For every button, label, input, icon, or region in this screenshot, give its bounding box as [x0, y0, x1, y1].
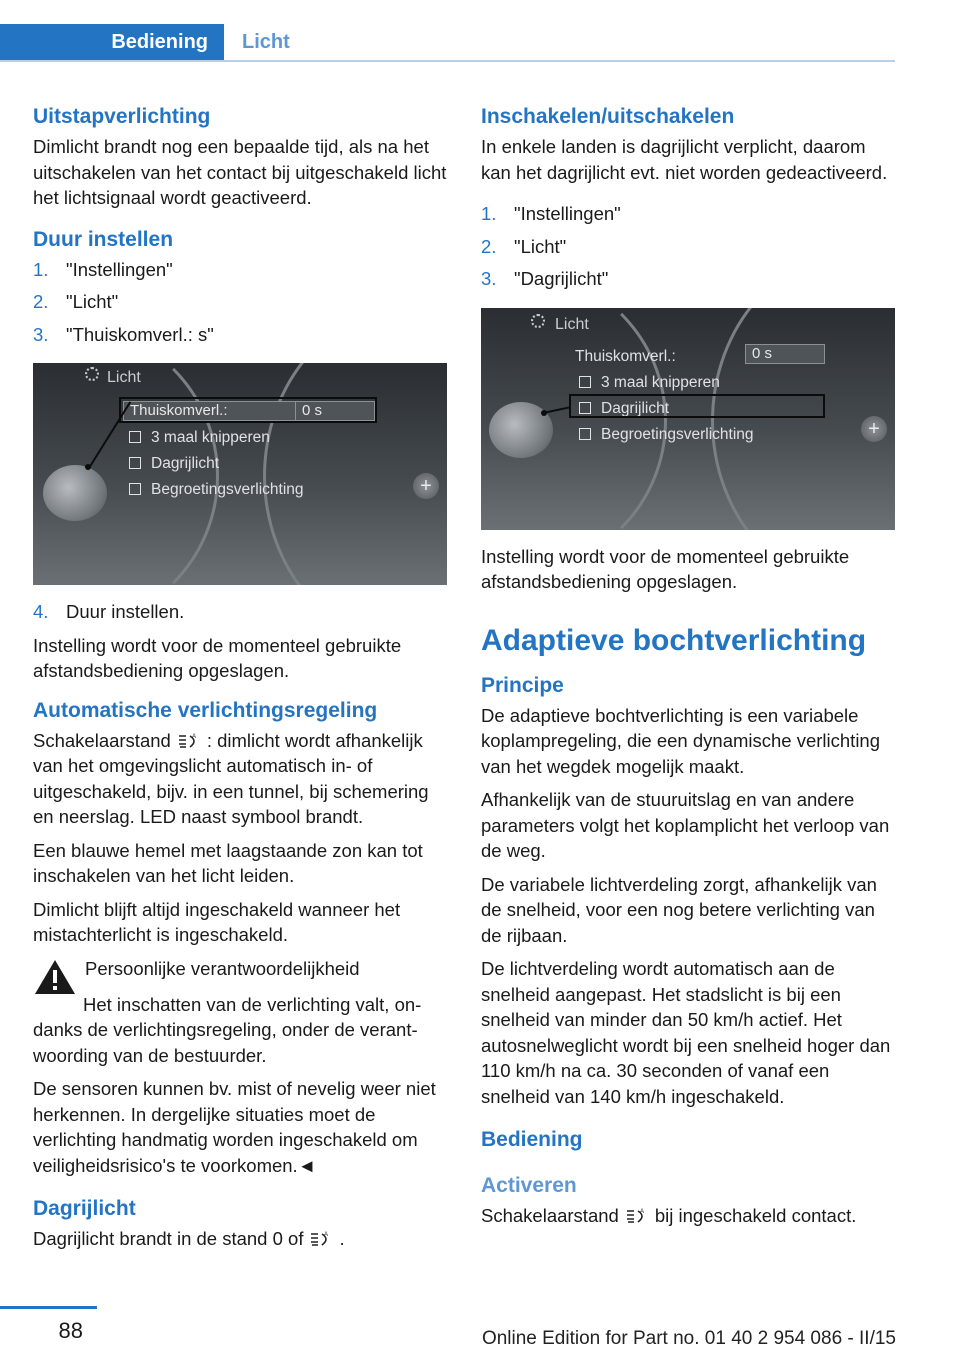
section-title-inschakelen-uitschakelen: Inschakelen/uitschakelen: [481, 105, 735, 128]
warning-block: [33, 956, 449, 996]
section-title-duur-instellen: Duur instellen: [33, 227, 174, 251]
field-label: Thuiskomverl.:: [575, 347, 676, 365]
subsection-title-activeren: Activeren: [481, 1174, 577, 1197]
checkbox-icon: [129, 431, 141, 443]
pointer-dot: [541, 410, 547, 416]
paragraph: Afhankelijk van de stuuruitslag en van andere parameters volgt het koplamplicht het verloop van de weg.: [481, 789, 890, 861]
warning-text: Het inschatten van de verlichting valt, ondanks de verlichtingsregeling, onder de verantwoording van de bestuurder.: [33, 993, 422, 1066]
checkbox-icon: [129, 457, 141, 469]
step-number: 1.: [481, 203, 497, 224]
screen-title: Licht: [107, 369, 141, 386]
paragraph: [33, 1226, 449, 1252]
step-list: [33, 599, 449, 625]
text: Schakelaarstand: [481, 1205, 619, 1226]
step-number: 3.: [481, 268, 497, 289]
paragraph: In enkele landen is dagrijlicht verplicht, daarom kan het dagrijlicht evt. niet worden gedeactiveerd.: [481, 136, 888, 183]
checkbox-icon: [579, 376, 591, 388]
paragraph: [481, 1203, 897, 1229]
controller-knob-icon: [43, 465, 107, 521]
step-list: [33, 257, 449, 348]
light-switch-auto-icon: [625, 1207, 649, 1225]
step-text: "Licht": [66, 291, 119, 312]
left-column: [33, 104, 449, 1260]
step-number: 3.: [33, 323, 49, 345]
highlight-frame: [119, 397, 377, 423]
warning-triangle-icon: [33, 958, 77, 996]
field-label: Thuiskomverl.:: [130, 402, 228, 419]
paragraph: [33, 728, 449, 830]
menu-item: 3 maal knipperen: [601, 373, 720, 391]
svg-text:A: A: [324, 1232, 329, 1238]
warning-title: Persoonlijke verantwoordelijkheid: [85, 957, 360, 979]
section-title-principe: Principe: [481, 673, 564, 697]
warning-text: De sensoren kunnen bv. mist of nevelig weer niet herkennen. In dergelijke situaties moet de verlichting handmatig worden ingeschakeld om veiligheidsrisico's te voorkomen.◄: [33, 1078, 436, 1176]
svg-text:A: A: [191, 733, 196, 740]
section-title-bediening: Bediening: [481, 1128, 583, 1151]
highlight-frame: [569, 394, 825, 418]
paragraph: Dimlicht blijft altijd ingeschakeld wanneer het mistachterlicht is ingeschakeld.: [33, 898, 401, 945]
checkbox-icon: [579, 428, 591, 440]
step-number: 2.: [481, 235, 497, 257]
text: Schakelaarstand: [33, 729, 171, 751]
step-number: 1.: [33, 258, 49, 280]
paragraph: De variabele lichtverdeling zorgt, afhankelijk van de snelheid, voor een nog betere verlichting van de rijbaan.: [481, 873, 877, 946]
tab-licht[interactable]: Licht: [242, 31, 290, 53]
paragraph: Dimlicht brandt nog een bepaalde tijd, als na het uitschakelen van het contact bij uitgeschakeld licht het lichtsignaal wordt geactiveerd.: [33, 136, 447, 208]
section-title-uitstapverlichting: Uitstapverlichting: [33, 105, 211, 128]
footer-divider: [0, 1306, 97, 1309]
list-item: [481, 201, 897, 227]
step-number: 4.: [33, 601, 49, 622]
list-item: [33, 322, 449, 348]
step-text: "Instellingen": [514, 203, 621, 224]
step-text: "Thuiskomverl.: s": [66, 323, 214, 345]
step-text: "Dagrijlicht": [514, 268, 609, 289]
list-item: [481, 266, 897, 292]
screen-title: Licht: [555, 315, 589, 333]
field-value: 0 s: [302, 402, 323, 419]
pointer-dot: [85, 464, 91, 470]
text: bij ingeschakeld contact.: [654, 1205, 857, 1226]
step-list: [481, 201, 897, 292]
text: Dagrijlicht brandt in de stand 0 of: [33, 1228, 304, 1249]
paragraph: Een blauwe hemel met laagstaande zon kan tot inschakelen van het licht leiden.: [33, 839, 423, 886]
step-text: "Instellingen": [66, 258, 173, 280]
list-item: [33, 599, 449, 625]
text: : dimlicht wordt afhankelijk van het omgevingslicht automatisch in- of uitgeschakeld, bijv. in een tunnel, bij schemering en neerslag. LED naast symbool brandt.: [33, 729, 429, 827]
right-column: [481, 104, 897, 1237]
step-text: "Licht": [514, 235, 567, 257]
menu-item: Begroetingsverlichting: [601, 425, 754, 443]
idrive-screen-illustration: [481, 308, 895, 530]
edition-note: Online Edition for Part no. 01 40 2 954 086 - II/15: [481, 1328, 896, 1349]
chapter-title: Adaptieve bochtverlichting: [481, 623, 867, 657]
section-title-dagrijlicht: Dagrijlicht: [33, 1197, 136, 1220]
text: .: [339, 1228, 345, 1249]
paragraph: Instelling wordt voor de momenteel gebruikte afstandsbediening opgeslagen.: [481, 545, 850, 592]
checkbox-icon: [129, 483, 141, 495]
menu-item: Dagrijlicht: [151, 455, 220, 472]
paragraph: De adaptieve bochtverlichting is een variabele koplampregeling, die een dynamische verlichting van het wegdek mogelijk maakt.: [481, 704, 881, 777]
idrive-screen-illustration: [33, 363, 447, 585]
list-item: [33, 289, 449, 315]
list-item: [33, 257, 449, 283]
section-title-automatische-verlichtingsregeling: Automatische verlichtingsregeling: [33, 698, 378, 722]
menu-item: Dagrijlicht: [601, 399, 670, 417]
field-value: 0 s: [752, 344, 773, 362]
svg-text:A: A: [639, 1209, 644, 1215]
page-number: 88: [58, 1318, 83, 1343]
paragraph: Instelling wordt voor de momenteel gebruikte afstandsbediening opgeslagen.: [33, 634, 402, 681]
field-value-box: [745, 344, 825, 364]
header-divider: [0, 60, 895, 62]
step-number: 2.: [33, 291, 49, 312]
plus-icon: +: [861, 416, 887, 442]
tab-bediening[interactable]: Bediening: [0, 24, 224, 61]
paragraph: De lichtverdeling wordt automatisch aan de snelheid aangepast. Het stadslicht is bij een snelheid van minder dan 50 km/h actief. Het autosnelweglicht wordt bij een snelheid hoger dan 110 km/h na ca. 30 seconden of vanaf een snelheid van 140 km/h ingeschakeld.: [481, 958, 891, 1107]
menu-item: Begroetingsverlichting: [151, 481, 304, 498]
list-item: [481, 234, 897, 260]
menu-item: 3 maal knipperen: [151, 429, 270, 446]
plus-icon: +: [413, 473, 439, 499]
light-switch-auto-icon: [177, 732, 201, 750]
light-switch-auto-icon: [309, 1230, 333, 1248]
step-text: Duur instellen.: [66, 601, 185, 622]
